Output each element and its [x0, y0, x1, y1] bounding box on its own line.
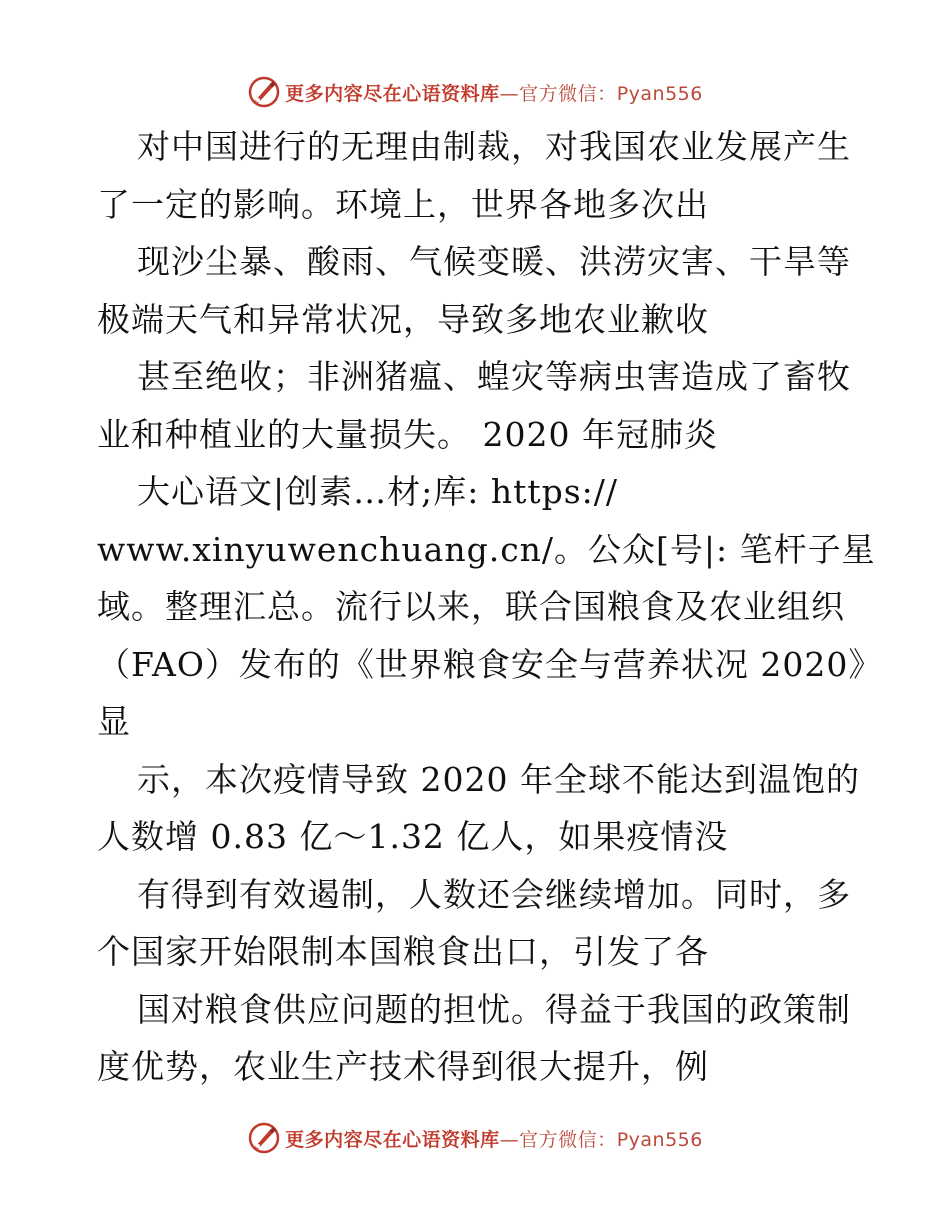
text-line-14: 有得到有效遏制，人数还会继续增加。同时，多: [137, 874, 851, 914]
footer-banner-main: 更多内容尽在心语资料库: [285, 1128, 500, 1151]
header-banner-text: [285, 79, 703, 106]
text-line-10: （FAO）发布的《世界粮食安全与营养状况 2020》: [97, 644, 883, 684]
text-line-4: 极端天气和异常状况，导致多地农业歉收: [97, 299, 709, 339]
header-banner-official: 官方微信：: [519, 82, 617, 105]
text-line-12: 示，本次疫情导致 2020 年全球不能达到温饱的: [137, 759, 860, 799]
text-line-7: 大心语文|创素…材;库: https://: [137, 472, 619, 511]
header-banner: [0, 72, 950, 112]
text-line-3: 现沙尘暴、酸雨、气候变暖、洪涝灾害、干旱等: [137, 242, 851, 281]
text-line-8: www.xinyuwenchuang.cn/。公众[号|: 笔杆子星: [97, 529, 876, 569]
text-line-17: 度优势，农业生产技术得到很大提升，例: [97, 1047, 709, 1086]
footer-banner-official: 官方微信：: [519, 1128, 617, 1151]
header-banner-main: 更多内容尽在心语资料库: [285, 82, 500, 105]
text-line-16: 国对粮食供应问题的担忧。得益于我国的政策制: [137, 989, 851, 1029]
pen-logo-icon: [247, 75, 281, 109]
text-line-1: 对中国进行的无理由制裁，对我国农业发展产生: [137, 127, 851, 166]
document-body: [97, 118, 883, 1096]
header-banner-sep: —: [499, 82, 520, 105]
pen-logo-icon: [247, 1121, 281, 1155]
footer-banner-id: Pyan556: [616, 1128, 703, 1151]
text-line-2: 了一定的影响。环境上，世界各地多次出: [97, 184, 709, 224]
text-line-5: 甚至绝收；非洲猪瘟、蝗灾等病虫害造成了畜牧: [137, 357, 851, 396]
text-line-15: 个国家开始限制本国粮食出口，引发了各: [97, 932, 709, 971]
text-line-6: 业和种植业的大量损失。 2020 年冠肺炎: [97, 414, 718, 454]
text-line-11: 显: [97, 702, 131, 741]
footer-banner-sep: —: [499, 1128, 520, 1151]
footer-banner: [0, 1118, 950, 1158]
header-banner-id: Pyan556: [616, 82, 703, 105]
footer-banner-text: [285, 1125, 703, 1152]
text-line-13: 人数增 0.83 亿～1.32 亿人，如果疫情没: [97, 817, 729, 856]
text-line-9: 域。整理汇总。流行以来，联合国粮食及农业组织: [97, 587, 845, 626]
